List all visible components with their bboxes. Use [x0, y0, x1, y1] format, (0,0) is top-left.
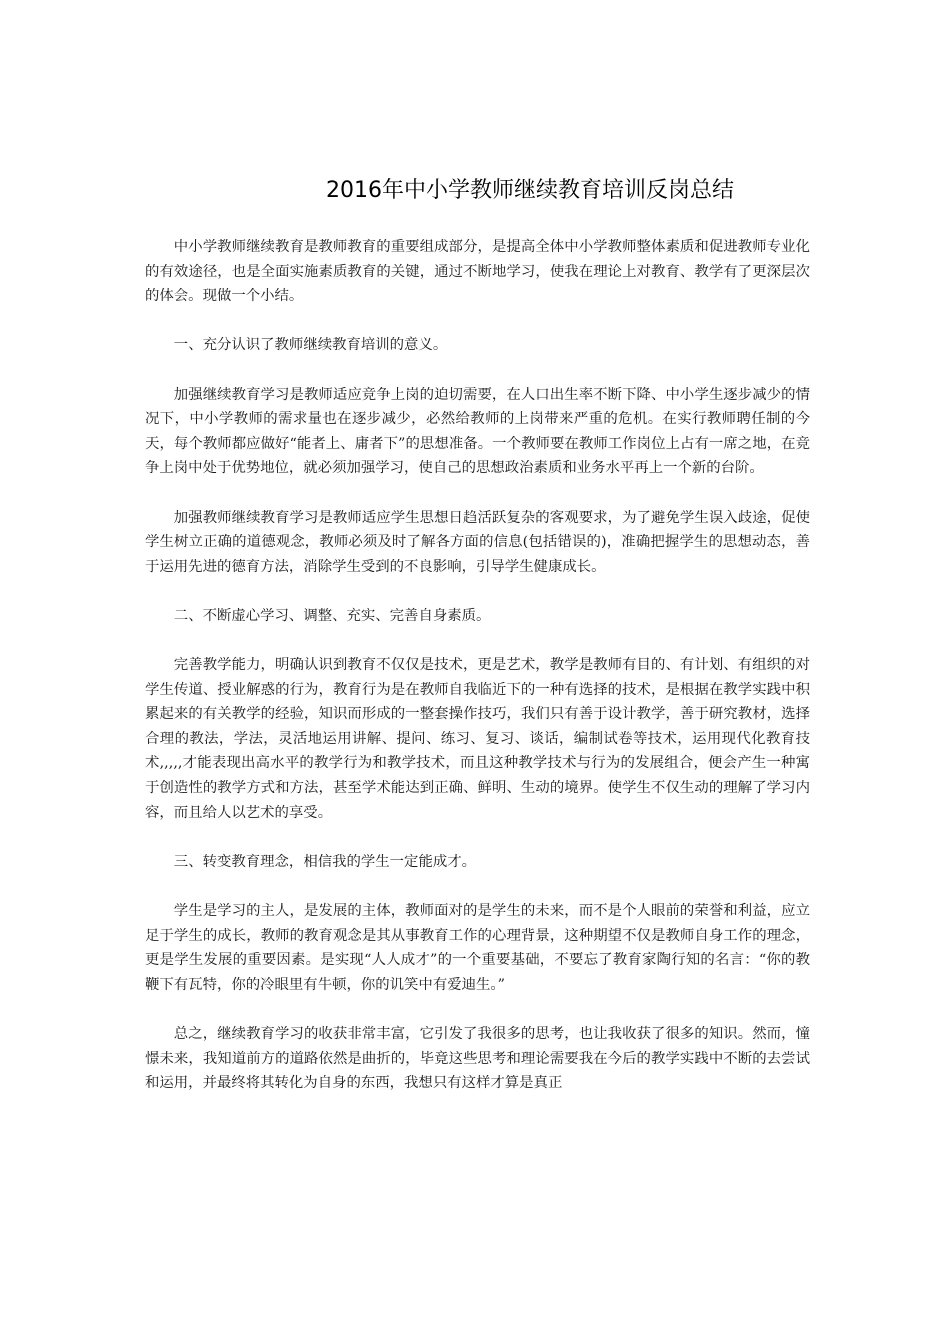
body-paragraph: 学生是学习的主人，是发展的主体，教师面对的是学生的未来，而不是个人眼前的荣誉和利益，应立足于学生的成长，教师的教育观念是其从事教育工作的心理背景，这种期望不仅是教师自身工作的理念，更是学生发展的重要因素。是实现“人人成才”的一个重要基础，不要忘了教育家陶行知的名言：“你的教鞭下有瓦特，你的冷眼里有牛顿，你的讥笑中有爱迪生。” — [145, 903, 810, 993]
document-title: 2016年中小学教师继续教育培训反岗总结 — [326, 178, 734, 203]
conclusion-paragraph: 总之，继续教育学习的收获非常丰富，它引发了我很多的思考，也让我收获了很多的知识。然而，憧憬未来，我知道前方的道路依然是曲折的，毕竟这些思考和理论需要我在今后的教学实践中不断的去尝试和运用，并最终将其转化为自身的东西，我想只有这样才算是真正 — [145, 1026, 810, 1092]
body-paragraph: 完善教学能力，明确认识到教育不仅仅是技术，更是艺术，教学是教师有目的、有计划、有组织的对学生传道、授业解惑的行为，教育行为是在教师自我临近下的一种有选择的技术，是根据在教学实践中积累起来的有关教学的经验，知识而形成的一整套操作技巧，我们只有善于设计教学，善于研究教材，选择合理的教法，学法，灵活地运用讲解、提问、练习、复习、谈话，编制试卷等技术，运用现代化教育技术,,,,,才能表现出高水平的教学行为和教学技术，而且这种教学技术与行为的发展组合，便会产生一种寓于创造性的教学方式和方法，甚至学术能达到正确、鲜明、生动的境界。使学生不仅生动的理解了学习内容，而且给人以艺术的享受。 — [145, 657, 810, 821]
section-heading-3: 三、转变教育理念，相信我的学生一定能成才。 — [173, 853, 477, 870]
intro-paragraph: 中小学教师继续教育是教师教育的重要组成部分，是提高全体中小学教师整体素质和促进教师专业化的有效途径，也是全面实施素质教育的关键，通过不断地学习，使我在理论上对教育、教学有了更深层次的体会。现做一个小结。 — [145, 239, 810, 305]
section-heading-2: 二、不断虚心学习、调整、充实、完善自身素质。 — [173, 607, 491, 624]
body-paragraph: 加强教师继续教育学习是教师适应学生思想日趋活跃复杂的客观要求，为了避免学生误入歧途，促使学生树立正确的道德观念，教师必须及时了解各方面的信息(包括错误的)，准确把握学生的思想动态，善于运用先进的德育方法，消除学生受到的不良影响，引导学生健康成长。 — [145, 509, 810, 575]
body-paragraph: 加强继续教育学习是教师适应竞争上岗的迫切需要，在人口出生率不断下降、中小学生逐步减少的情况下，中小学教师的需求量也在逐步减少，必然给教师的上岗带来严重的危机。在实行教师聘任制的今天，每个教师都应做好“能者上、庸者下”的思想准备。一个教师要在教师工作岗位上占有一席之地，在竞争上岗中处于优势地位，就必须加强学习，使自己的思想政治素质和业务水平再上一个新的台阶。 — [145, 386, 810, 477]
document-body — [145, 235, 810, 1120]
section-heading-1: 一、充分认识了教师继续教育培训的意义。 — [173, 337, 448, 354]
